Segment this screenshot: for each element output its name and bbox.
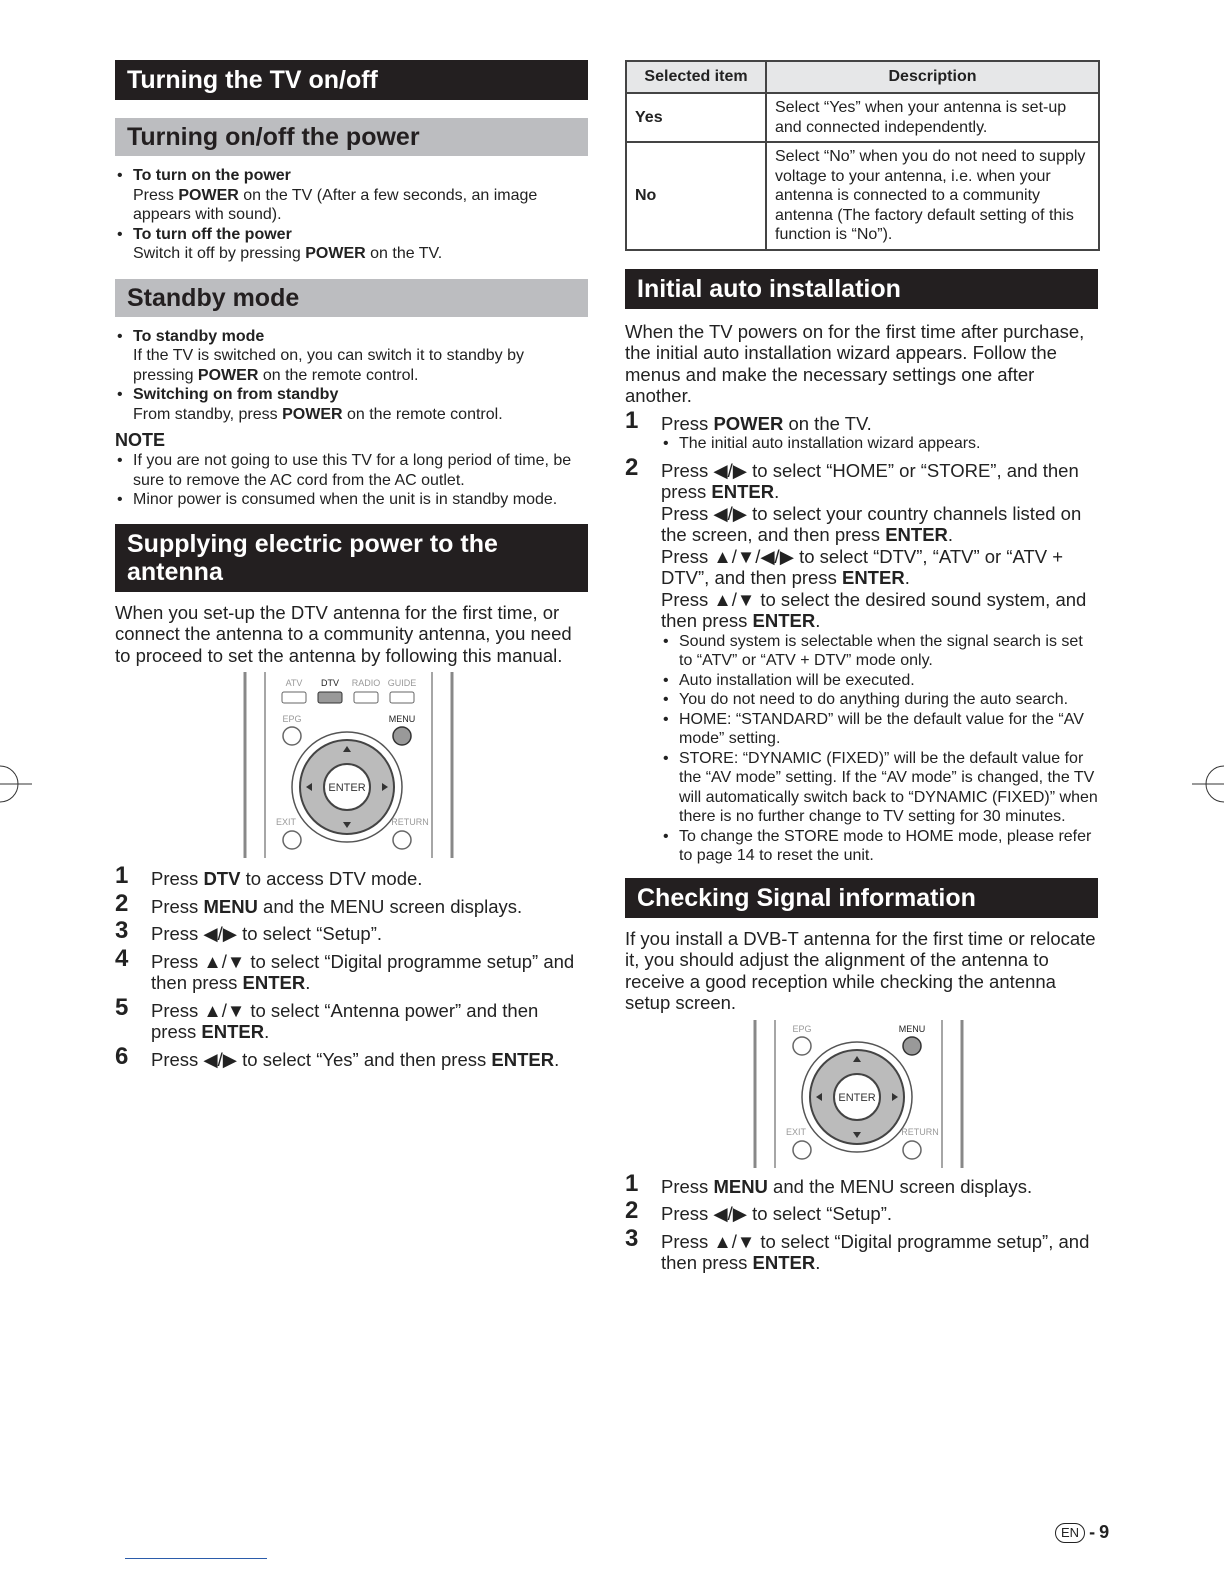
step-number: 5 (115, 993, 129, 1021)
exit-button (283, 831, 301, 849)
step-item: 4 Press ▲/▼ to select “Digital programme setup” and then press ENTER. (115, 944, 575, 993)
item-text: If the TV is switched on, you can switch it to standby by pressing POWER on the remote control. (133, 347, 525, 384)
list-item (115, 166, 588, 225)
return-button (903, 1141, 921, 1159)
table-row (626, 93, 1099, 142)
epg-button (793, 1037, 811, 1055)
return-label: RETURN (390, 817, 429, 827)
bottom-rule (125, 1558, 267, 1559)
step-note: • Sound system is selectable when the signal search is set to “ATV” or “ATV + DTV” mode only. (661, 632, 1098, 671)
table-row (626, 142, 1099, 250)
step-note: • STORE: “DYNAMIC (FIXED)” will be the default value for the “AV mode” setting. If the “AV mode” is changed, the TV will automatically switch back to “DYNAMIC (FIXED)” when there is no further change to TV setting for 30 minutes. (661, 749, 1098, 827)
step-item: 1 Press POWER on the TV. • The initial auto installation wizard appears. (625, 413, 1098, 454)
step-item: 1 Press MENU and the MENU screen displays. (625, 1169, 1033, 1197)
epg-label: EPG (281, 714, 302, 724)
exit-label: EXIT (785, 1126, 806, 1137)
step-note: • You do not need to do anything during the auto search. (661, 690, 1098, 710)
note-item: • If you are not going to use this TV for a long period of time, be sure to remove the AC cord from the AC outlet. (115, 451, 588, 490)
atv-label: ATV (285, 678, 302, 688)
return-label: RETURN (900, 1126, 939, 1137)
page-number-value: 9 (1099, 1522, 1110, 1542)
heading-line: antenna (127, 557, 223, 586)
enter-label: ENTER (837, 1091, 876, 1104)
step-note: • The initial auto installation wizard appears. (661, 434, 1098, 454)
guide-label: GUIDE (387, 678, 416, 688)
step-number: 1 (115, 862, 129, 889)
step-number: 2 (115, 889, 129, 917)
heading-power: Turning on/off the power (115, 118, 588, 156)
antenna-table (625, 60, 1100, 251)
step-note: • HOME: “STANDARD” will be the default value for the “AV mode” setting. (661, 710, 1098, 749)
heading-turning-tv: Turning the TV on/off (115, 60, 588, 100)
signal-steps (625, 1169, 1098, 1274)
menu-label: MENU (388, 714, 415, 724)
table-cell-item: No (626, 142, 766, 250)
step-note: • To change the STORE mode to HOME mode, please refer to page 14 to reset the unit. (661, 827, 1098, 866)
step-number: 6 (115, 1042, 129, 1070)
remote-illustration (242, 672, 462, 862)
initial-intro: When the TV powers on for the first time after purchase, the initial auto installation wizard appears. Follow the menus and make the necessary settings one after another. (625, 320, 1085, 406)
radio-label: RADIO (351, 678, 380, 688)
epg-label: EPG (791, 1023, 812, 1034)
table-header: Selected item (626, 61, 766, 93)
item-title: • To turn off the power (133, 225, 292, 243)
exit-label: EXIT (275, 817, 296, 827)
crop-mark-left (0, 760, 40, 810)
signal-intro: If you install a DVB-T antenna for the first time or relocate it, you should adjust the alignment of the antenna to receive a good reception while checking the antenna setup screen. (625, 927, 1096, 1013)
step-number: 3 (625, 1224, 639, 1252)
standby-list (115, 327, 588, 425)
page-number (1055, 1522, 1109, 1543)
item-title: • To turn on the power (133, 167, 291, 184)
heading-antenna (115, 524, 588, 592)
return-button (393, 831, 411, 849)
item-text: Press POWER on the TV (After a few seconds, an image appears with sound). (133, 186, 538, 223)
step-number: 4 (115, 944, 129, 972)
table-cell-desc: Select “Yes” when your antenna is set-up and connected independently. (766, 93, 1099, 142)
step-number: 2 (625, 453, 639, 481)
step-item: 5 Press ▲/▼ to select “Antenna power” and then press ENTER. (115, 993, 539, 1042)
left-column (115, 60, 588, 1076)
epg-button (283, 727, 301, 745)
step-item: 6 Press ◀/▶ to select “Yes” and then press ENTER. (115, 1042, 560, 1070)
list-item (115, 385, 588, 424)
antenna-intro: When you set-up the DTV antenna for the first time, or connect the antenna to a community antenna, you need to proceed to set the antenna by following this manual. (115, 601, 572, 666)
dtv-label: DTV (320, 678, 339, 688)
note-title: NOTE (115, 430, 166, 450)
item-title: • Switching on from standby (133, 386, 339, 403)
menu-button (903, 1037, 921, 1055)
crop-mark-right (1184, 760, 1224, 810)
guide-button (390, 692, 414, 703)
table-header-row (626, 61, 1099, 93)
table-header: Description (766, 61, 1099, 93)
power-list (115, 166, 588, 264)
heading-line: Supplying electric power to the (127, 529, 498, 558)
step-number: 1 (625, 406, 639, 434)
remote-illustration-2 (752, 1020, 972, 1170)
item-text: From standby, press POWER on the remote control. (133, 405, 503, 423)
atv-button (282, 692, 306, 703)
right-column (625, 60, 1098, 1280)
step-number: 3 (115, 917, 129, 944)
item-text: Switch it off by pressing POWER on the TV. (133, 245, 443, 262)
radio-button (354, 692, 378, 703)
heading-standby: Standby mode (115, 279, 588, 317)
table-cell-desc: Select “No” when you do not need to supply voltage to your antenna, i.e. when your antenna is connected to a community antenna (The factory default setting of this function is “No”). (766, 142, 1099, 250)
step-item: 2 Press MENU and the MENU screen displays. (115, 889, 523, 917)
language-badge: EN (1055, 1523, 1085, 1543)
note-item: • Minor power is consumed when the unit is in standby mode. (115, 490, 588, 510)
step-note: • Auto installation will be executed. (661, 671, 1098, 691)
step-item: 1 Press DTV to access DTV mode. (115, 862, 423, 889)
step-item: 2 Press ◀/▶ to select “HOME” or “STORE”, and then press ENTER. Press ◀/▶ to select your country channels listed on the screen, and then press ENTER. Press ▲/▼/◀/▶ to select “DTV”, “ATV” or “ATV + DTV”, and then press ENTER. Press ▲/▼ to select the desired sound system, and then press ENTER. • Sound system is selectable when the signal search is set to “ATV” or “ATV + DTV” mode only. • Auto installation will be executed. • You do not need to do anything during the auto search. • HOME: “STANDARD” will be the default value for the “AV mode” setting. • STORE: “DYNAMIC (FIXED)” will be the default value for the “AV mode” setting. If the “AV mode” is changed, the TV will automatically switch back to “DYNAMIC (FIXED)” when there is no further change to TV setting for 30 minutes. • To change the STORE mode to HOME mode, please refer to page 14 to reset the unit. (625, 460, 1098, 866)
menu-label: MENU (898, 1023, 925, 1034)
heading-signal-info: Checking Signal information (625, 878, 1098, 918)
antenna-steps (115, 862, 588, 1070)
list-item (115, 225, 588, 264)
step-item: 3 Press ◀/▶ to select “Setup”. (115, 917, 383, 944)
heading-initial-install: Initial auto installation (625, 269, 1098, 309)
initial-steps (625, 406, 1098, 866)
menu-button (393, 727, 411, 745)
page-separator: - (1089, 1522, 1096, 1542)
enter-label: ENTER (327, 782, 366, 794)
dtv-button (318, 692, 342, 703)
step-number: 2 (625, 1197, 639, 1224)
step-number: 1 (625, 1169, 639, 1197)
list-item (115, 327, 588, 386)
exit-button (793, 1141, 811, 1159)
step-item: 3 Press ▲/▼ to select “Digital programme setup”, and then press ENTER. (625, 1224, 1090, 1273)
step-item: 2 Press ◀/▶ to select “Setup”. (625, 1197, 893, 1224)
table-cell-item: Yes (626, 93, 766, 142)
item-title: • To standby mode (133, 327, 265, 345)
